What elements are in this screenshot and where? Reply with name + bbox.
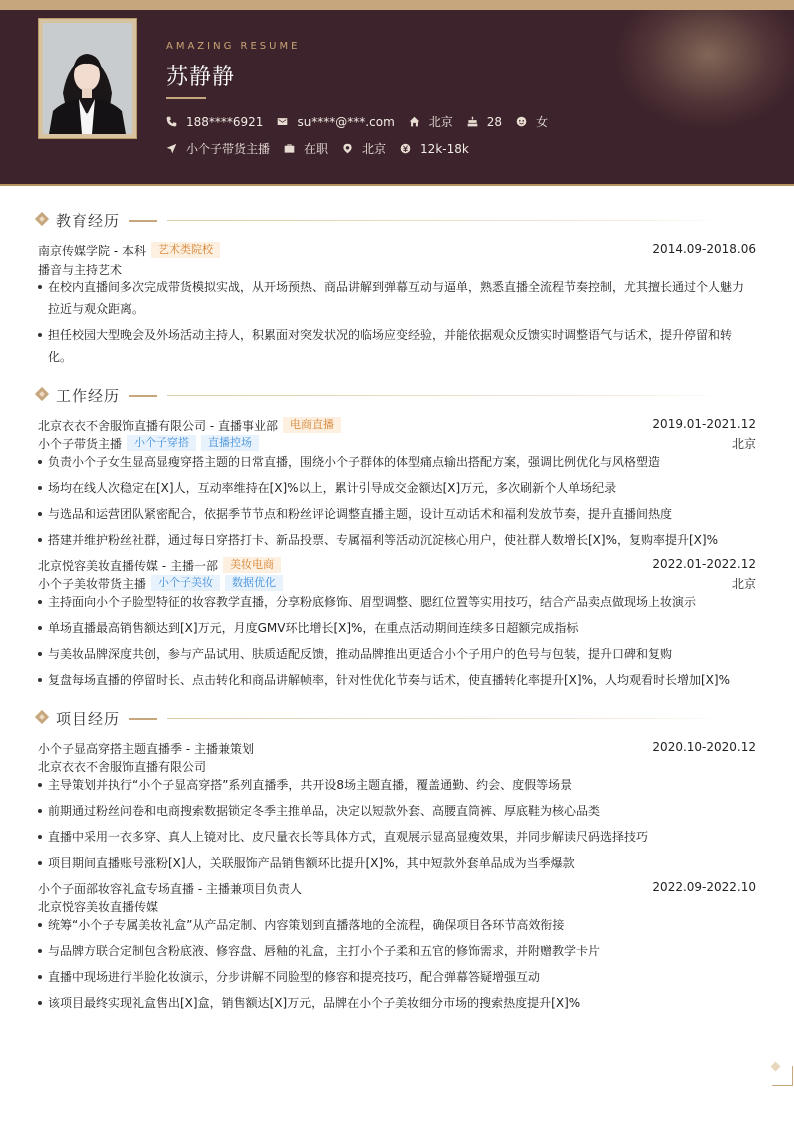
list-item-text: 在校内直播间多次完成带货模拟实战，从开场预热、商品讲解到弹幕互动与逼单，熟悉直播全流程节奏控制，尤其擅长通过个人魅力 [48,280,745,294]
salary-text: 12k-18k [420,141,469,156]
work-date: 2019.01-2021.12 [652,417,756,431]
section-title: 工作经历 [56,387,121,405]
resume-header [0,10,794,186]
section-divider [167,718,727,719]
list-item-text: 化。 [48,350,73,364]
home-icon [409,116,420,127]
project-title: 小个子面部妆容礼盒专场直播 - 主播兼项目负责人 [38,882,302,896]
list-item-text: 负责小个子女生显高显瘦穿搭主题的日常直播，围绕小个子群体的体型痛点输出搭配方案，强调比例优化与风格塑造 [48,455,661,469]
skill-tag: 小个子美妆 [151,575,220,591]
age-item [467,115,502,129]
list-item [38,276,750,320]
education-date: 2014.09-2018.06 [652,242,756,256]
project-org: 北京衣衣不舍服饰直播有限公司 [38,760,207,774]
project-org: 北京悦容美妆直播传媒 [38,900,159,914]
company-name: 北京衣衣不舍服饰直播有限公司 - 直播事业部 [38,419,278,433]
company-name: 北京悦容美妆直播传媒 - 主播一部 [38,559,218,573]
section-education [36,211,756,231]
job-target-text: 小个子带货主播 [186,142,271,156]
section-divider [167,220,727,221]
list-item [38,826,750,848]
salary-icon [400,143,411,154]
project-date: 2022.09-2022.10 [652,880,756,894]
work-role [38,435,756,452]
project-header [38,880,756,897]
list-item-text: 单场直播最高销售额达到[X]万元，月度GMV环比增长[X]%，在重点活动期间连续多日超额完成指标 [48,621,579,635]
list-item-text: 复盘每场直播的停留时长、点击转化和商品讲解帧率，针对性优化节奏与话术，使直播转化率提升[X]%，人均观看时长增加[X]% [48,673,730,687]
profile-photo-frame [38,18,137,139]
send-icon [166,143,177,154]
work-location: 北京 [731,437,756,451]
work-header [38,417,756,434]
list-item [38,800,750,822]
work-date: 2022.01-2022.12 [652,557,756,571]
status-item [284,140,328,157]
cake-icon [467,116,478,127]
list-item [38,774,750,796]
list-item [38,940,750,962]
company-tag: 电商直播 [283,417,341,433]
location-icon [342,143,353,154]
list-item [38,591,750,613]
list-item-text: 直播中现场进行半脸化妆演示，分步讲解不同脸型的修容和提亮技巧，配合弹幕答疑增强互动 [48,970,541,984]
work-header [38,557,756,574]
candidate-name: 苏静静 [166,65,236,90]
email-item [277,115,394,129]
project-date: 2020.10-2020.12 [652,740,756,754]
list-item-text: 场均在线人次稳定在[X]人，互动率维持在[X]%以上，累计引导成交金额达[X]万元，多次刷新个人单场纪录 [48,481,617,495]
header-glow [614,10,794,130]
section-diamond-icon [35,212,49,226]
list-item-text: 搭建并维护粉丝社群，通过每日穿搭打卡、新品投票、专属福利等活动沉淀核心用户，使社群人数增长[X]%，复购率提升[X]% [48,533,718,547]
section-work [36,386,756,406]
education-major: 播音与主持艺术 [38,263,123,277]
corner-ornament [772,1085,793,1086]
briefcase-icon [284,143,295,154]
list-item [38,529,750,551]
name-underline [166,97,206,99]
list-item [38,617,750,639]
list-item-text: 直播中采用一衣多穿、真人上镜对比、皮尺量衣长等具体方式，直观展示显高显瘦效果，并同步解读尺码选择技巧 [48,830,649,844]
role-name: 小个子带货主播 [38,437,123,451]
salary-item [400,142,469,156]
list-item [38,643,750,665]
section-diamond-icon [35,710,49,724]
skill-tag: 直播控场 [201,435,259,451]
work-role [38,575,756,592]
project-header [38,740,756,757]
section-title: 项目经历 [56,710,121,728]
list-item-text: 与选品和运营团队紧密配合，依据季节节点和粉丝评论调整直播主题，设计互动话术和福利发放节奏，提升直播间热度 [48,507,673,521]
profile-photo [43,23,132,134]
city-item [409,113,453,130]
list-item-text: 与品牌方联合定制包含粉底液、修容盘、唇釉的礼盒，主打小个子柔和五官的修饰需求，并附赠教学卡片 [48,944,601,958]
project-title: 小个子显高穿搭主题直播季 - 主播兼策划 [38,742,254,756]
phone-icon [166,116,177,127]
list-item-text: 主导策划并执行“小个子显高穿搭”系列直播季，共开设8场主题直播，覆盖通勤、约会、度假等场景 [48,778,573,792]
contact-row [166,113,562,130]
gender-item [516,113,548,130]
list-item [38,852,750,874]
section-diamond-icon [35,387,49,401]
target-city-item [342,140,386,157]
school-name: 南京传媒学院 - 本科 [38,244,146,258]
role-name: 小个子美妆带货主播 [38,577,147,591]
list-item [38,992,750,1014]
skill-tag: 数据优化 [225,575,283,591]
list-item [38,914,750,936]
company-tag: 美妆电商 [223,557,281,573]
list-item [38,503,750,525]
section-divider [167,395,727,396]
list-item-text: 与美妆品牌深度共创，参与产品试用、肤质适配反馈，推动品牌推出更适合小个子用户的色号与包装，提升口碑和复购 [48,647,673,661]
intention-row [166,140,483,157]
section-dash [129,395,157,397]
list-item [38,669,750,691]
resume-subtitle: AMAZING RESUME [166,41,301,52]
section-dash [129,220,157,222]
list-item [38,966,750,988]
job-target-item [166,140,270,157]
list-item [38,324,750,368]
city-text: 北京 [428,115,453,129]
list-item-text: 该项目最终实现礼盒售出[X]盒，销售额达[X]万元，品牌在小个子美妆细分市场的搜索热度提升[X]% [48,996,581,1010]
list-item-text: 项目期间直播账号涨粉[X]人，关联服饰产品销售额环比提升[X]%，其中短款外套单品成为当季爆款 [48,856,575,870]
list-item-text: 统筹“小个子专属美妆礼盒”从产品定制、内容策划到直播落地的全流程，确保项目各环节高效衔接 [48,918,565,932]
section-title: 教育经历 [56,212,121,230]
target-city-text: 北京 [362,142,387,156]
work-location: 北京 [731,577,756,591]
corner-ornament [792,1066,793,1086]
email-address: su****@***.com [297,114,395,129]
list-item-text: 担任校园大型晚会及外场活动主持人，积累面对突发状况的临场应变经验，并能依据观众反馈实时调整语气与话术，提升停留和转 [48,328,733,342]
section-project [36,709,756,729]
list-item-text: 拉近与观众距离。 [48,302,145,316]
list-item-text: 主持面向小个子脸型特征的妆容教学直播，分享粉底修饰、眉型调整、腮红位置等实用技巧，结合产品卖点做现场上妆演示 [48,595,697,609]
corner-diamond-icon [771,1062,781,1072]
list-item [38,477,750,499]
skill-tag: 小个子穿搭 [127,435,196,451]
phone-number: 188****6921 [186,114,264,129]
status-text: 在职 [304,142,329,156]
age-text: 28 [486,114,503,129]
mail-icon [277,116,288,127]
list-item [38,451,750,473]
list-item-text: 前期通过粉丝问卷和电商搜索数据锁定冬季主推单品，决定以短款外套、高腰直筒裤、厚底鞋为核心品类 [48,804,601,818]
section-dash [129,718,157,720]
education-header [38,242,756,259]
gender-icon [516,116,527,127]
school-tag: 艺术类院校 [151,242,220,258]
gender-text: 女 [536,115,549,129]
top-accent-bar [0,0,794,10]
phone-item [166,115,263,129]
